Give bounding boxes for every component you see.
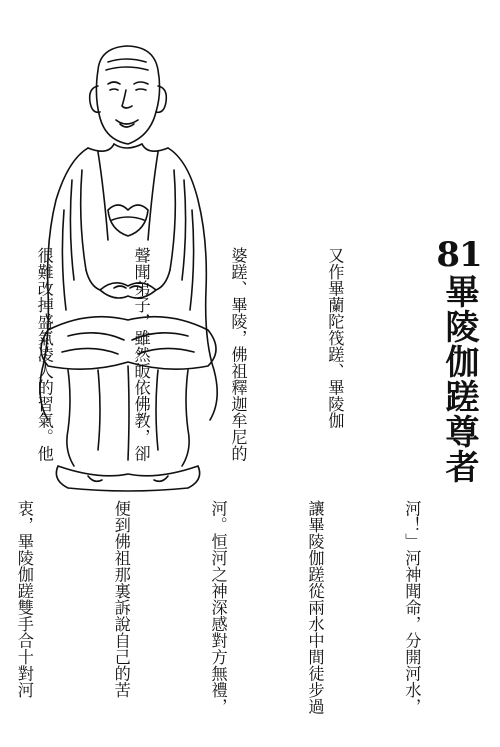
text-column: 河！」河神聞命，分開河水，	[402, 500, 422, 715]
text-column: 婆蹉、畢陵，佛祖釋迦牟尼的	[228, 247, 248, 462]
text-block-top	[0, 247, 415, 487]
text-column: 衷，畢陵伽蹉雙手合十對河	[14, 500, 34, 698]
title-name: 畢陵伽蹉尊者	[439, 274, 479, 484]
text-column: 聲聞弟子，雖然皈依佛教，卻	[131, 247, 151, 462]
text-column: 便到佛祖那裏訴說自己的苦	[111, 500, 131, 698]
title-number: 81	[436, 235, 482, 275]
text-block-bottom	[0, 500, 492, 736]
text-column: 很難改掉盛氣凌人的習氣。他	[34, 247, 54, 462]
page-title	[434, 235, 484, 484]
text-column: 讓畢陵伽蹉從兩水中間徒步過	[305, 500, 325, 715]
text-column: 河。恒河之神深感對方無禮，	[208, 500, 228, 715]
text-column: 又作畢蘭陀筏蹉、畢陵伽	[325, 247, 345, 429]
